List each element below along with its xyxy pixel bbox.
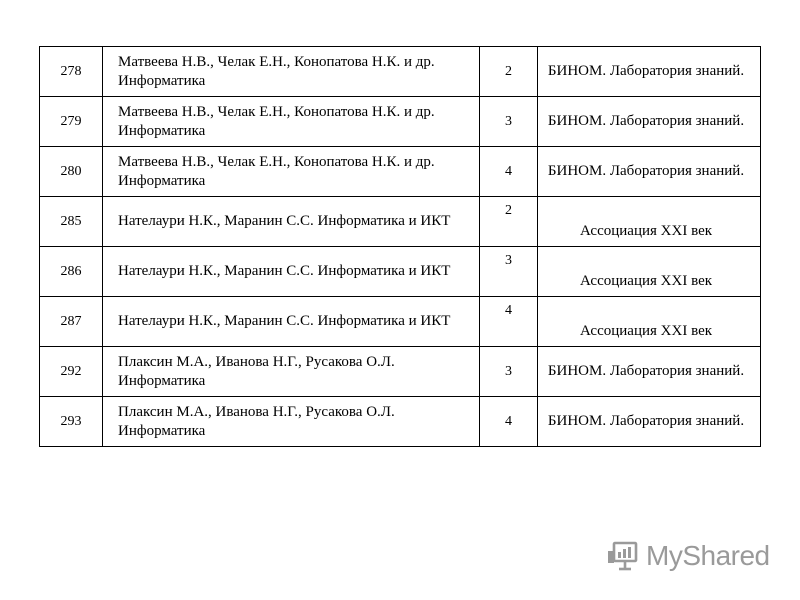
grade-cell: 3 [480,347,538,397]
book-title: Плаксин М.А., Иванова Н.Г., Русакова О.Л. Информатика [103,397,480,447]
textbook-table-container [39,46,761,447]
publisher-cell: Ассоциация XXI век [538,297,761,347]
grade-cell: 2 [480,47,538,97]
book-title: Нателаури Н.К., Маранин С.С. Информатика и ИКТ [103,247,480,297]
publisher-cell: БИНОМ. Лаборатория знаний. [538,47,761,97]
book-title: Матвеева Н.В., Челак Е.Н., Конопатова Н.К. и др. Информатика [103,147,480,197]
table-row [40,397,761,447]
watermark-text: MyShared [646,540,770,571]
publisher-cell: БИНОМ. Лаборатория знаний. [538,397,761,447]
publisher-cell: БИНОМ. Лаборатория знаний. [538,347,761,397]
grade-cell: 4 [480,147,538,197]
table-row [40,297,761,347]
publisher-cell: Ассоциация XXI век [538,247,761,297]
table-row [40,247,761,297]
book-title: Матвеева Н.В., Челак Е.Н., Конопатова Н.К. и др. Информатика [103,47,480,97]
table-row [40,197,761,247]
row-number: 292 [40,347,103,397]
grade-cell: 3 [480,97,538,147]
publisher-cell: БИНОМ. Лаборатория знаний. [538,147,761,197]
publisher-cell: Ассоциация XXI век [538,197,761,247]
table-row [40,97,761,147]
row-number: 285 [40,197,103,247]
grade-cell: 4 [480,297,538,347]
book-title: Нателаури Н.К., Маранин С.С. Информатика и ИКТ [103,297,480,347]
table-row [40,147,761,197]
presentation-board-icon [606,539,642,573]
book-title: Нателаури Н.К., Маранин С.С. Информатика и ИКТ [103,197,480,247]
book-title: Матвеева Н.В., Челак Е.Н., Конопатова Н.К. и др. Информатика [103,97,480,147]
publisher-cell: БИНОМ. Лаборатория знаний. [538,97,761,147]
grade-cell: 3 [480,247,538,297]
row-number: 293 [40,397,103,447]
table-row [40,47,761,97]
myshared-watermark [606,538,770,574]
row-number: 280 [40,147,103,197]
row-number: 279 [40,97,103,147]
book-title: Плаксин М.А., Иванова Н.Г., Русакова О.Л. Информатика [103,347,480,397]
table-row [40,347,761,397]
grade-cell: 2 [480,197,538,247]
row-number: 286 [40,247,103,297]
grade-cell: 4 [480,397,538,447]
textbook-table [39,46,761,447]
row-number: 278 [40,47,103,97]
row-number: 287 [40,297,103,347]
